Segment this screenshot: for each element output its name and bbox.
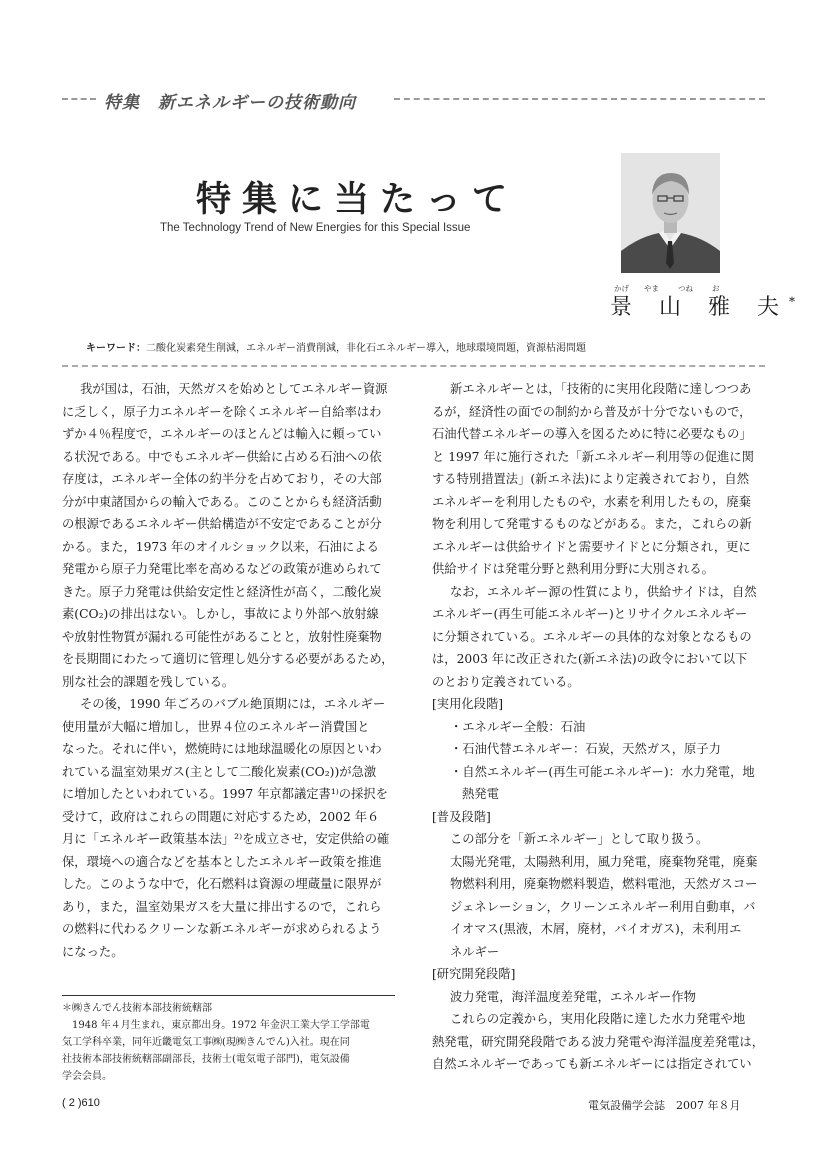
article-title: 特集に当たって	[196, 180, 519, 220]
body-line: や放射性物質が漏れる可能性があることと，放射性廃棄物	[62, 629, 382, 644]
author-mark: *	[788, 294, 795, 309]
body-line: エネルギーは供給サイドと需要サイドとに分類され，更に	[432, 539, 751, 554]
right-column	[432, 378, 767, 1076]
list-item-continued: 熱発電	[462, 787, 499, 801]
body-line: した。このような中で，化石燃料は資源の埋蔵量に限界が	[62, 877, 382, 891]
keywords-label: キーワード：	[86, 343, 146, 354]
ruby-yama: やま	[644, 284, 659, 293]
keywords	[86, 339, 586, 354]
ruby-tsune: つね	[678, 284, 693, 293]
header-rule-left	[62, 98, 96, 100]
body-line: なお，エネルギー源の性質により，供給サイドは，自然	[450, 584, 757, 599]
left-column	[62, 378, 397, 963]
footnote-line: 学会会員。	[62, 1071, 112, 1082]
author-name-text: 景 山 雅 夫	[610, 295, 789, 320]
body-line: 新エネルギーとは，「技術的に実用化段階に達しつつあ	[450, 382, 752, 396]
body-line: る状況である。中でもエネルギー供給に占める石油への依	[62, 449, 382, 464]
footnote	[62, 1000, 370, 1085]
stage-heading: [研究開発段階]	[432, 967, 516, 981]
body-line: 受けて，政府はこれらの問題に対応するため，2002 年６	[62, 809, 380, 824]
author-photo	[621, 153, 720, 273]
body-line: 物を利用して発電するものなどがある。また，これらの新	[432, 517, 752, 531]
body-line: の根源であるエネルギー供給構造が不安定であることが分	[62, 517, 382, 531]
body-line: これらの定義から，実用化段階に達した水力発電や地	[450, 1012, 746, 1026]
footnote-line: 気工学科卒業，同年近畿電気工事㈱(現㈱きんでん)入社。現在同	[62, 1037, 350, 1048]
body-line: 太陽光発電，太陽熱利用，風力発電，廃棄物発電，廃棄	[450, 854, 758, 869]
keywords-text: 二酸化炭素発生削減，エネルギー消費削減，非化石エネルギー導入，地球環境問題，資源枯渇問題	[146, 343, 586, 354]
list-item: ・自然エネルギー(再生可能エネルギー)：水力発電，地	[450, 764, 755, 779]
body-line: ずか４％程度で，エネルギーのほとんどは輸入に頼ってい	[62, 427, 382, 441]
list-item: ・石油代替エネルギー：石炭，天然ガス，原子力	[450, 742, 721, 756]
body-line: 石油代替エネルギーの導入を図るために特に必要なもの」	[432, 427, 752, 441]
body-separator	[62, 365, 765, 367]
body-line: るが，経済性の面での制約から普及が十分でないもので，	[432, 404, 752, 419]
body-line: エネルギー(再生可能エネルギー)とリサイクルエネルギー	[432, 607, 748, 621]
body-line: になった。	[62, 944, 124, 959]
body-line: 存度は，エネルギー全体の約半分を占めており，その大部	[62, 472, 382, 486]
body-line: この部分を「新エネルギー」として取り扱う。	[450, 832, 709, 846]
stage-heading: [実用化段階]	[432, 697, 504, 711]
ruby-o: お	[712, 284, 720, 293]
footnote-line: 1948 年４月生まれ，東京都出身。1972 年金沢工業大学工学部電	[72, 1020, 370, 1031]
body-line: 供給サイドは発電分野と熱利用分野に大別される。	[432, 562, 714, 576]
body-line: ネルギー	[450, 944, 500, 959]
footnote-line: 社技術本部技術統轄部副部長，技術士(電気電子部門)，電気設備	[62, 1054, 350, 1065]
article-subtitle: The Technology Trend of New Energies for this Special Issue	[160, 222, 471, 234]
author-name	[610, 290, 795, 321]
body-line: 波力発電，海洋温度差発電，エネルギー作物	[450, 989, 696, 1004]
body-line: その後，1990 年ごろのバブル絶頂期には，エネルギー	[80, 697, 386, 711]
body-line: かる。また，1973 年のオイルショック以来，石油による	[62, 539, 379, 554]
body-line: に分類されている。エネルギーの具体的な対象となるもの	[432, 629, 752, 644]
body-line: する特別措置法」(新エネ法)により定義されており，自然	[432, 472, 750, 486]
body-line: 熱発電，研究開発段階である波力発電や海洋温度差発電は，	[432, 1034, 765, 1049]
body-line: に乏しく，原子力エネルギーを除くエネルギー自給率はわ	[62, 404, 382, 419]
body-line: なった。それに伴い，燃焼時には地球温暖化の原因といわ	[62, 742, 382, 756]
body-line: あり，また，温室効果ガスを大量に排出するので，これら	[62, 899, 382, 914]
body-line: 我が国は，石油，天然ガスを始めとしてエネルギー資源	[80, 382, 388, 396]
body-line: きた。原子力発電は供給安定性と経済性が高く，二酸化炭	[62, 584, 382, 599]
body-line: 保，環境への適合などを基本としたエネルギー政策を推進	[62, 854, 382, 869]
body-line: を長期間にわたって適切に管理し処分する必要があるため，	[62, 652, 394, 666]
body-line: ジェネレーション，クリーンエネルギー利用自動車，バ	[450, 899, 756, 914]
body-line: 分が中東諸国からの輸入である。このことからも経済活動	[62, 494, 382, 509]
portrait-image	[621, 153, 720, 273]
body-line: は，2003 年に改正された(新エネ法)の政令において以下	[432, 652, 748, 666]
header-rule-right	[394, 98, 765, 100]
body-line: 別な社会的課題を残している。	[62, 674, 235, 689]
body-line: 自然エネルギーであっても新エネルギーには指定されてい	[432, 1057, 752, 1071]
footnote-rule	[62, 995, 395, 996]
section-header: 特集 新エネルギーの技術動向	[104, 93, 356, 113]
body-line: エネルギーを利用したものや，水素を利用したもの，廃棄	[432, 494, 751, 509]
body-line: のとおり定義されている。	[432, 674, 580, 689]
journal-info: 電気設備学会誌 2007 年８月	[588, 1099, 741, 1112]
list-item: ・エネルギー全般：石油	[450, 719, 586, 734]
footnote-affiliation: ＊㈱きんでん技術本部技術統轄部	[62, 1003, 212, 1014]
body-line: の燃料に代わるクリーンな新エネルギーが求められるよう	[62, 922, 382, 936]
body-line: 素(CO₂)の排出はない。しかし，事故により外部へ放射線	[62, 607, 379, 621]
body-line: イオマス(黒液，木屑，廃材，バイオガス)，未利用エ	[450, 922, 742, 936]
body-line: れている温室効果ガス(主として二酸化炭素(CO₂))が急激	[62, 764, 377, 779]
body-line: 物燃料利用，廃棄物燃料製造，燃料電池，天然ガスコー	[450, 877, 758, 891]
body-line: と 1997 年に施行された「新エネルギー利用等の促進に関	[432, 449, 754, 464]
stage-heading: [普及段階]	[432, 809, 491, 824]
ruby-kage: かげ	[614, 284, 629, 293]
body-line: 発電から原子力発電比率を高めるなどの政策が進められて	[62, 562, 382, 576]
body-line: 使用量が大幅に増加し，世界４位のエネルギー消費国と	[62, 719, 370, 734]
body-line: に増加したといわれている。1997 年京都議定書¹⁾の採択を	[62, 787, 388, 801]
page-number: ( 2 )610	[62, 1097, 100, 1109]
body-line: 月に「エネルギー政策基本法」²⁾を成立させ，安定供給の確	[62, 832, 390, 846]
